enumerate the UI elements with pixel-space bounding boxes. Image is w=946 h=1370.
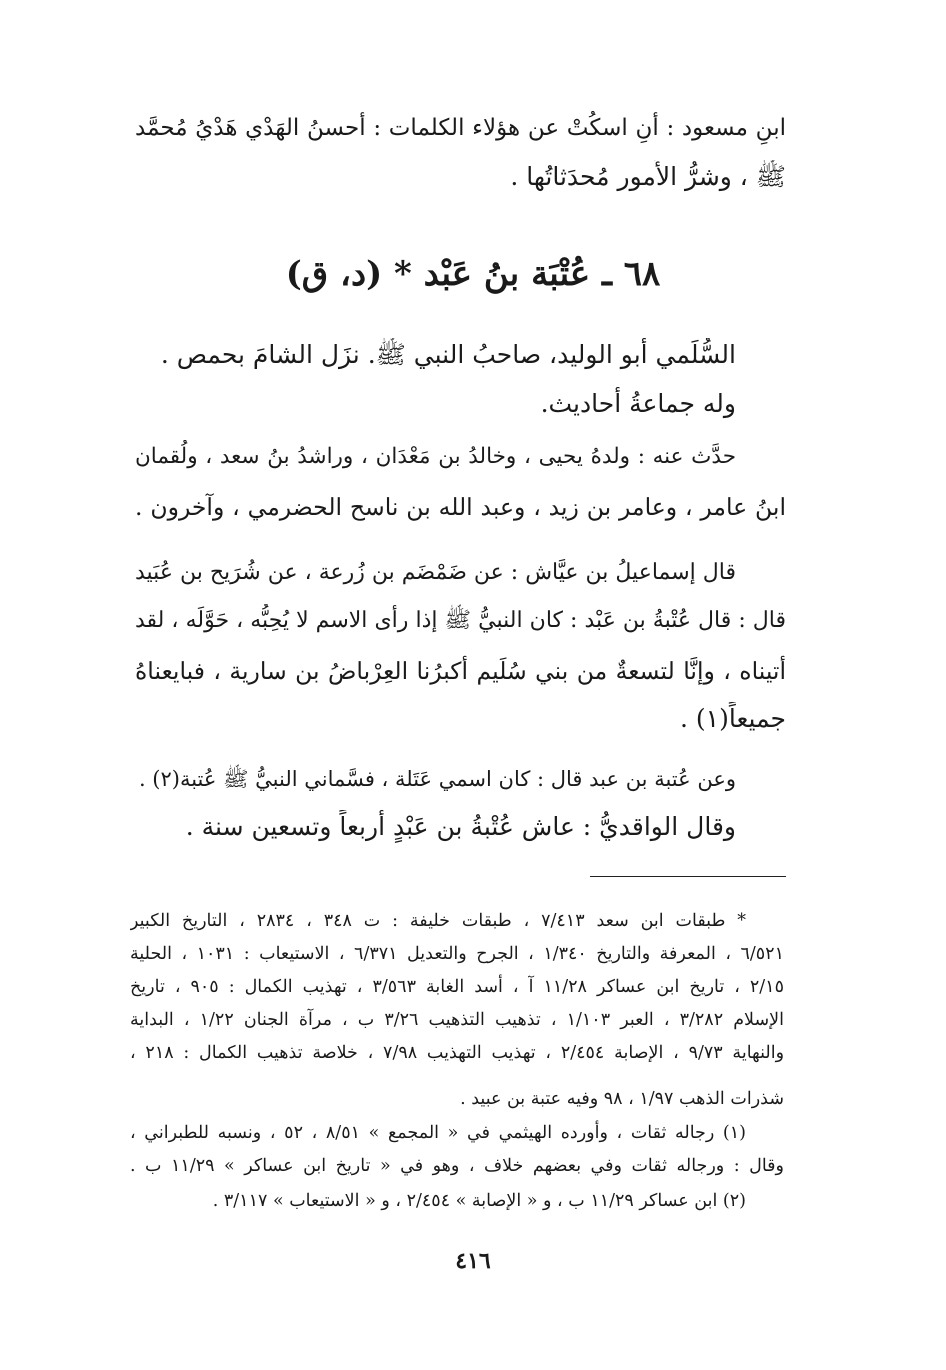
paragraph-4-line-1: وعن عُتبة بن عبد قال : كان اسمي عَتَلة ، فسَّماني النبيُّ ﷺ عُتبة(٢) . xyxy=(138,767,736,791)
footnote-sources-line-5: والنهاية ٩/٧٣ ، الإصابة ٢/٤٥٤ ، تهذيب التهذيب ٧/٩٨ ، خلاصة تذهيب الكمال : ٢١٨ ، xyxy=(130,1043,784,1063)
paragraph-3-line-3: أتيناه ، وإنَّا لتسعةٌ من بني سُلَيم أكبرُنا العِرْباضُ بن سارية ، فبايعناهُ xyxy=(135,657,786,685)
footnote-sources-line-1: * طبقات ابن سعد ٧/٤١٣ ، طبقات خليفة : ت ٣٤٨ ، ٢٨٣٤ ، التاريخ الكبير xyxy=(130,911,746,931)
footnote-1-line-1: (١) رجاله ثقات ، وأورده الهيثمي في « المجمع » ٨/٥١ ، ٥٢ ، ونسبه للطبراني ، xyxy=(130,1123,746,1143)
entry-heading: ٦٨ ـ عُتْبَة بنُ عَبْد * (د، ق) xyxy=(285,254,661,294)
paragraph-2-line-2: ابنُ عامر ، وعامر بن زيد ، وعبد الله بن ناسح الحضرمي ، وآخرون . xyxy=(135,493,786,521)
page-number: ٤١٦ xyxy=(455,1248,491,1274)
paragraph-4-line-2: وقال الواقديُّ : عاش عُتْبةُ بن عَبْدٍ أربعاً وتسعين سنة . xyxy=(185,812,736,841)
paragraph-1-line-1: السُّلَمي أبو الوليد، صاحبُ النبي ﷺ. نزَل الشامَ بحمص . xyxy=(160,340,736,369)
intro-line-1: ابنِ مسعود : أنِ اسكُتْ عن هؤلاء الكلمات : أحسنُ الهَدْي هَدْيُ مُحمَّد xyxy=(135,115,786,141)
footnote-sources-line-3: ٢/١٥ ، تاريخ ابن عساكر ١١/٢٨ آ ، أسد الغابة ٣/٥٦٣ ، تهذيب الكمال : ٩٠٥ ، تاريخ xyxy=(130,977,784,997)
paragraph-1-line-2: وله جماعةُ أحاديث. xyxy=(540,389,736,418)
footnote-divider xyxy=(590,876,786,877)
paragraph-3-line-2: قال : قال عُتْبةُ بن عَبْد : كان النبيُّ ﷺ إذا رأى الاسم لا يُحِبُّه ، حَوَّلَه ، لقد xyxy=(135,608,786,633)
footnote-sources-line-4: الإسلام ٣/٢٨٢ ، العبر ١/١٠٣ ، تذهيب التذهيب ٣/٢٦ ب ، مرآة الجنان ١/٢٢ ، البداية xyxy=(130,1010,784,1030)
footnote-2-line-1: (٢) ابن عساكر ١١/٢٩ ب ، و « الإصابة » ٢/٤٥٤ ، و « الاستيعاب » ٣/١١٧ . xyxy=(212,1191,746,1211)
footnote-sources-line-2: ٦/٥٢١ ، المعرفة والتاريخ ١/٣٤٠ ، الجرح والتعديل ٦/٣٧١ ، الاستيعاب : ١٠٣١ ، الحلية xyxy=(130,944,784,964)
intro-line-2: ﷺ ، وشرُّ الأُمور مُحدَثاتُها . xyxy=(510,162,786,191)
footnote-sources-line-6: شذرات الذهب ١/٩٧ ، ٩٨ وفيه عتبة بن عبيد . xyxy=(460,1089,784,1109)
footnote-1-line-2: وقال : ورجاله ثقات وفي بعضهم خلاف ، وهو في « تاريخ ابن عساكر » ١١/٢٩ ب . xyxy=(130,1156,784,1176)
paragraph-3-line-1: قال إسماعيلُ بن عيَّاش : عن ضَمْضَم بن زُرعة ، عن شُرَيح بن عُبَيد xyxy=(135,560,736,585)
paragraph-2-line-1: حدَّث عنه : ولدهُ يحيى ، وخالدُ بن مَعْدَان ، وراشدُ بنُ سعد ، ولُقمان xyxy=(135,444,736,469)
paragraph-3-line-4: جميعاً(١) . xyxy=(680,704,786,733)
